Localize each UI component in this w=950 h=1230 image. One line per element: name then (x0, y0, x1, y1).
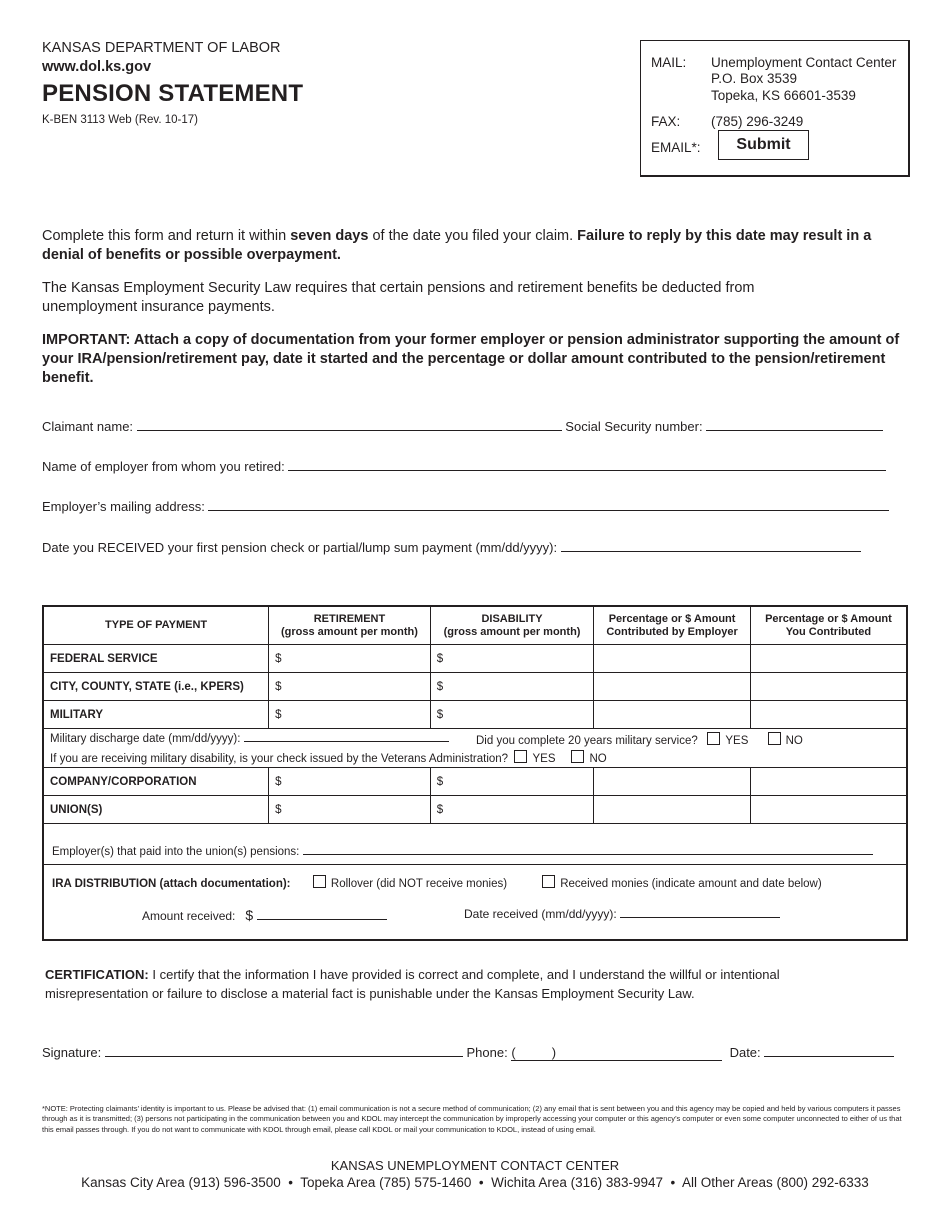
union-employers-line (52, 845, 898, 864)
military-you-cell[interactable] (750, 701, 907, 729)
row-label-federal: FEDERAL SERVICE (43, 645, 269, 673)
city-employer-cell[interactable] (594, 673, 751, 701)
currency-symbol: $ (275, 680, 282, 693)
currency-symbol: $ (275, 708, 282, 721)
signature-input[interactable] (105, 1044, 463, 1057)
certification-text: I certify that the information I have provided is correct and complete, and I understand the willful or intentional misrepresentation or failure to disclose a material fact is punishable under the Kansas Employment Security Law. (45, 967, 780, 1001)
intro-paragraph-1 (42, 227, 908, 265)
employer-address-input[interactable] (208, 498, 889, 511)
first-payment-input[interactable] (561, 539, 861, 552)
mail-label: MAIL: (651, 55, 687, 70)
military-va-yes-label: YES (532, 753, 556, 765)
company-you-cell[interactable] (750, 768, 907, 796)
col-employer-contrib (594, 606, 751, 645)
date-input[interactable] (764, 1044, 894, 1057)
military-retirement-cell[interactable] (269, 701, 431, 729)
phone-label: Phone: (466, 1045, 508, 1060)
footer-phone-areas: Kansas City Area (913) 596-3500 • Topeka Area (785) 575-1460 • Wichita Area (316) 383-9947 • All Other Areas (800) 292-6333 (81, 1175, 869, 1190)
union-employer-cell[interactable] (594, 796, 751, 824)
col-employer-title: Percentage or $ Amount (608, 612, 736, 625)
table-row (43, 645, 907, 673)
military-20yrs-yes-label: YES (725, 735, 749, 747)
intro-text-c: of the date you filed your claim. (368, 228, 578, 244)
military-va-line (50, 750, 607, 765)
military-va-label: If you are receiving military disability, is your check issued by the Veterans Administration? (50, 753, 509, 765)
military-va-no-label: NO (589, 753, 607, 765)
military-discharge-line (50, 732, 449, 745)
employer-address-label: Employer’s mailing address: (42, 499, 205, 514)
union-employers-input[interactable] (303, 845, 873, 855)
first-payment-label: Date you RECEIVED your first pension check or partial/lump sum payment (mm/dd/yyyy): (42, 540, 558, 555)
signature-label: Signature: (42, 1045, 102, 1060)
col-disability-title: DISABILITY (481, 612, 543, 625)
col-retirement (269, 606, 431, 645)
ira-received-checkbox[interactable] (542, 875, 555, 888)
row-label-union: UNION(S) (43, 796, 269, 824)
signature-row (42, 1044, 894, 1061)
contact-box (640, 40, 910, 177)
ira-cell (43, 865, 907, 941)
page-title: PENSION STATEMENT (42, 80, 304, 107)
military-20yrs-label: Did you complete 20 years military service? (476, 735, 698, 747)
col-employer-sub: Contributed by Employer (606, 625, 738, 638)
military-20yrs-no-checkbox[interactable] (768, 732, 781, 745)
agency-website[interactable]: www.dol.ks.gov (42, 59, 152, 75)
city-retirement-cell[interactable] (269, 673, 431, 701)
intro-text-a: Complete this form and return it within (42, 228, 291, 244)
row-label-city: CITY, COUNTY, STATE (i.e., KPERS) (43, 673, 269, 701)
military-va-yes-checkbox[interactable] (514, 750, 527, 763)
military-20yrs-yes-checkbox[interactable] (707, 732, 720, 745)
city-disability-cell[interactable] (430, 673, 594, 701)
amount-received-input[interactable] (257, 910, 387, 920)
fax-label: FAX: (651, 114, 681, 129)
col-retirement-title: RETIREMENT (313, 612, 386, 625)
company-employer-cell[interactable] (594, 768, 751, 796)
col-type: TYPE OF PAYMENT (43, 606, 269, 645)
currency-symbol: $ (275, 775, 282, 788)
intro-warning: Failure to reply by this date may result in a denial of benefits or possible overpayment. (42, 228, 872, 263)
ira-line (52, 875, 822, 890)
currency-symbol: $ (275, 652, 282, 665)
privacy-note: *NOTE: Protecting claimants’ identity is important to us. Please be advised that: (1) email communication is not a secure method of communication; (2) any email that is sent between you and this agency may be copied and held by various computers it passes through as it is transmitted; (3) persons not participating in the communication between you and KDOL may intercept the communication by improperly accessing your computer or this agency’s computer or even some computer unconnected to either of us that this email passes through. If you do not want to communicate with KDOL through email, please call KDOL or mail your communication to KDOL, instead of using email. (42, 1104, 902, 1134)
federal-you-cell[interactable] (750, 645, 907, 673)
submit-button[interactable]: Submit (718, 130, 809, 160)
amount-received-line (142, 907, 387, 923)
military-discharge-input[interactable] (244, 732, 449, 742)
mail-line-1: Unemployment Contact Center (711, 55, 897, 70)
amount-received-label: Amount received: (142, 909, 236, 923)
col-you-sub: You Contributed (785, 625, 872, 638)
union-you-cell[interactable] (750, 796, 907, 824)
fax-value: (785) 296-3249 (711, 114, 804, 129)
col-you-title: Percentage or $ Amount (765, 612, 892, 625)
ira-received-label: Received monies (indicate amount and date below) (560, 878, 822, 890)
federal-employer-cell[interactable] (594, 645, 751, 673)
ira-rollover-label: Rollover (did NOT receive monies) (330, 878, 508, 890)
military-details-cell (43, 729, 907, 768)
claimant-name-input[interactable] (137, 418, 562, 431)
intro-seven-days: seven days (290, 228, 369, 244)
currency-symbol: $ (436, 680, 444, 693)
employer-name-label: Name of employer from whom you retired: (42, 459, 285, 474)
certification-paragraph (45, 965, 875, 1003)
employer-address-row (42, 498, 889, 514)
agency-name: KANSAS DEPARTMENT OF LABOR (42, 40, 281, 56)
row-label-military: MILITARY (43, 701, 269, 729)
form-id: K-BEN 3113 Web (Rev. 10-17) (42, 114, 198, 126)
employer-name-input[interactable] (288, 458, 886, 471)
col-disability (430, 606, 594, 645)
union-employers-label: Employer(s) that paid into the union(s) pensions: (52, 846, 300, 858)
col-you-contrib (750, 606, 907, 645)
col-disability-sub: (gross amount per month) (443, 625, 581, 638)
union-retirement-cell[interactable] (269, 796, 431, 824)
claimant-name-label: Claimant name: (42, 419, 134, 434)
ira-rollover-checkbox[interactable] (313, 875, 326, 888)
company-retirement-cell[interactable] (269, 768, 431, 796)
city-you-cell[interactable] (750, 673, 907, 701)
row-label-company: COMPANY/CORPORATION (43, 768, 269, 796)
ssn-input[interactable] (706, 418, 883, 431)
first-payment-row (42, 539, 861, 555)
table-row (43, 673, 907, 701)
date-received-input[interactable] (620, 908, 780, 918)
amount-currency: $ (245, 907, 254, 923)
email-label: EMAIL*: (651, 140, 701, 155)
company-disability-cell[interactable] (430, 768, 594, 796)
col-retirement-sub: (gross amount per month) (281, 625, 418, 638)
military-details-row (43, 729, 907, 768)
intro-paragraph-2: The Kansas Employment Security Law requires that certain pensions and retirement benefits be deducted from unemployment insurance payments. (42, 280, 755, 315)
ira-label: IRA DISTRIBUTION (attach documentation): (52, 878, 291, 890)
payment-table (42, 605, 908, 941)
important-paragraph: IMPORTANT: Attach a copy of documentation from your former employer or pension administrator supporting the amount of your IRA/pension/retirement pay, date it started and the percentage or dollar amount contributed to the pension/retirement benefit. (42, 332, 900, 386)
employer-name-row (42, 458, 886, 474)
claimant-row (42, 418, 908, 434)
phone-input[interactable]: ( ) (511, 1045, 722, 1061)
table-header-row (43, 606, 907, 645)
table-row (43, 768, 907, 796)
military-disability-cell[interactable] (430, 701, 594, 729)
footer-center-name: KANSAS UNEMPLOYMENT CONTACT CENTER (330, 1158, 620, 1173)
federal-retirement-cell[interactable] (269, 645, 431, 673)
union-employers-cell (43, 824, 907, 865)
currency-symbol: $ (436, 652, 444, 665)
union-employers-row (43, 824, 907, 865)
military-discharge-label: Military discharge date (mm/dd/yyyy): (50, 733, 241, 745)
military-20yrs-line (476, 732, 803, 747)
date-label: Date: (729, 1045, 761, 1060)
date-received-line (464, 907, 780, 921)
currency-symbol: $ (275, 803, 282, 816)
table-row (43, 701, 907, 729)
federal-disability-cell[interactable] (430, 645, 594, 673)
military-employer-cell[interactable] (594, 701, 751, 729)
military-va-no-checkbox[interactable] (571, 750, 584, 763)
ssn-label: Social Security number: (565, 419, 703, 434)
currency-symbol: $ (436, 708, 444, 721)
union-disability-cell[interactable] (430, 796, 594, 824)
currency-symbol: $ (436, 803, 444, 816)
military-20yrs-no-label: NO (785, 735, 803, 747)
date-received-label: Date received (mm/dd/yyyy): (464, 907, 617, 921)
ira-row (43, 865, 907, 941)
currency-symbol: $ (436, 775, 444, 788)
mail-line-3: Topeka, KS 66601-3539 (711, 88, 856, 103)
table-row (43, 796, 907, 824)
mail-line-2: P.O. Box 3539 (711, 71, 798, 86)
certification-label: CERTIFICATION: (45, 967, 149, 982)
